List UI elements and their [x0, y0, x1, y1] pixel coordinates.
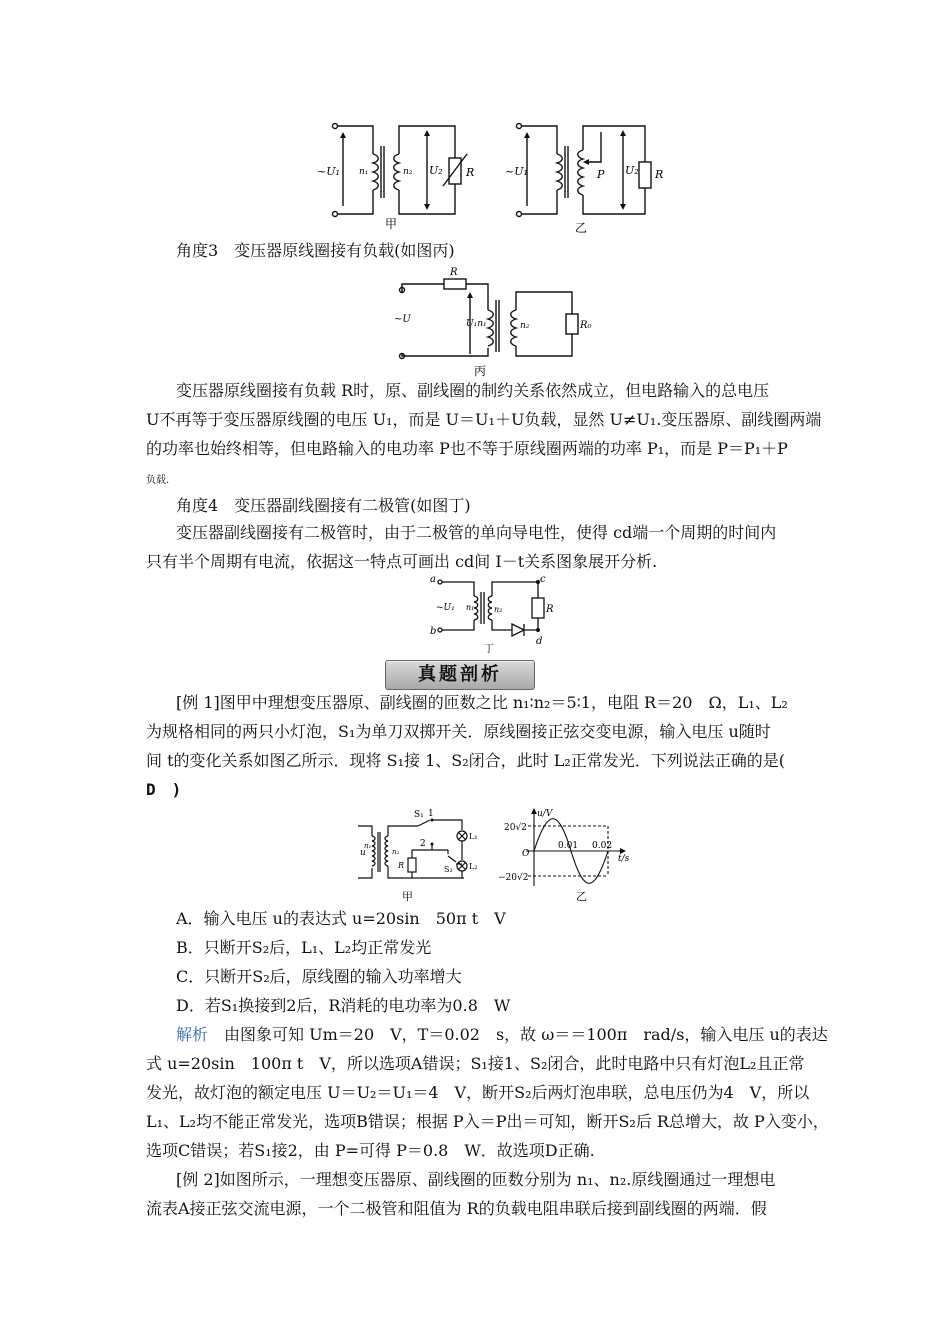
fig-jia-r: R [466, 166, 475, 179]
fig-jia-n1: n₁ [359, 167, 369, 177]
ex1-line2: 为规格相同的两只小灯泡，S₁为单刀双掷开关．原线圈接正弦交变电源，输入电压 u随时 [146, 722, 771, 741]
option-d: D．若S₁换接到2后，R消耗的电功率为0.8 W [176, 996, 511, 1015]
fig-ex1-caption-left: 甲 [402, 890, 413, 903]
ex1-line1: [例 1]图甲中理想变压器原、副线圈的匝数之比 n₁∶n₂＝5∶1，电阻 R＝20 Ω，L₁、L₂ [176, 693, 788, 712]
fig-ding-c: c [540, 574, 546, 585]
solution-line2: 式 u=20sin 100π t V，所以选项A错误；S₁接1、S₂闭合，此时电路中只有灯泡L₂且正常 [146, 1054, 805, 1073]
fig-jia-u2: U₂ [429, 164, 443, 177]
para1-line1: 变压器原线圈接有负载 R时，原、副线圈的制约关系依然成立，但电路输入的总电压 [176, 381, 770, 400]
section-title-banner [385, 660, 535, 690]
fig-ding-u1: ~U₁ [436, 603, 455, 613]
fig-ex1-origin: O [522, 849, 530, 859]
fig-ex1-n1: n₁ [364, 842, 372, 850]
fig-ex1-l1: L₁ [469, 832, 478, 841]
para2-line1: 变压器副线圈接有二极管时，由于二极管的单向导电性，使得 cd端一个周期的时间内 [176, 523, 777, 542]
fig-yi-u2: U₂ [625, 164, 639, 177]
solution-line4: L₁、L₂均不能正常发光，选项B错误；根据 P入＝P出＝可知，断开S₂后 R总增大，故 P入变小， [146, 1112, 829, 1131]
fig-yi-p: P [597, 168, 605, 181]
fig-ex1-axis-t: t/s [618, 854, 630, 864]
fig-ding-n2: n₂ [494, 605, 503, 614]
solution-line1 [176, 1025, 852, 1045]
fig-ex1-r: R [398, 861, 405, 870]
solution-line3: 发光，故灯泡的额定电压 U＝U₂＝U₁＝4 V，断开S₂后两灯泡串联，总电压仍为4 V，所以 [146, 1083, 810, 1102]
fig-ex1-s2: S₂ [444, 865, 453, 874]
fig-ex1-s1: S₁ [414, 810, 424, 820]
fig-ding-r: R [546, 604, 554, 615]
fig-bing-u1n1: U₁n₁ [466, 319, 487, 329]
para1-line2: U不再等于变压器原线圈的电压 U₁，而是 U＝U₁＋U负载，显然 U≠U₁.变压器原、副线圈两端 [146, 410, 822, 429]
option-b: B．只断开S₂后，L₁、L₂均正常发光 [176, 938, 432, 957]
fig-ex1-l2: L₂ [469, 862, 478, 871]
option-c: C．只断开S₂后，原线圈的输入功率增大 [176, 967, 462, 986]
ex2-line1: [例 2]如图所示，一理想变压器原、副线圈的匝数分别为 n₁、n₂.原线圈通过一理想电 [176, 1170, 776, 1189]
fig-bing-u: ~U [394, 314, 411, 325]
fig-yi-caption: 乙 [575, 221, 588, 234]
para1-line3: 的功率也始终相等，但电路输入的电功率 P也不等于原线圈两端的功率 P₁，而是 P＝P₁＋P [146, 439, 788, 458]
section-title: 真题剖析 [418, 664, 502, 685]
fig-ex1-axis-u: u/V [537, 809, 553, 819]
fig-bing-n2: n₂ [520, 321, 530, 331]
fig-bing-caption: 丙 [474, 364, 487, 378]
fig-ex1-n2: n₂ [392, 848, 400, 856]
fig-ex1-caption-right: 乙 [576, 890, 587, 903]
para1-line4: 负载. [146, 475, 170, 486]
fig-jia-u1: ~U₁ [317, 165, 340, 178]
ex1-answer: D ) [146, 780, 182, 799]
fig-ding-n1: n₁ [466, 603, 475, 612]
fig-ding-caption: 丁 [484, 644, 494, 654]
fig-bing-r: R [450, 267, 458, 278]
fig-ex1-one: 1 [428, 809, 434, 819]
figure-yi [505, 118, 675, 234]
solution-line5: 选项C错误；若S₁接2，由 P=可得 P＝0.8 W．故选项D正确. [146, 1141, 595, 1160]
figure-ding [426, 574, 566, 654]
figure-jia [315, 118, 485, 230]
analysis-label: 解析 [176, 1025, 209, 1044]
fig-ex1-t1: 0.01 [558, 841, 579, 851]
fig-ding-b: b [430, 626, 437, 637]
fig-yi-u1: ~U₁ [505, 165, 528, 178]
option-a: A．输入电压 u的表达式 u=20sin 50π t V [176, 909, 506, 928]
fig-ding-a: a [430, 574, 436, 585]
fig-jia-caption: 甲 [385, 217, 398, 230]
ex1-line3: 间 t的变化关系如图乙所示．现将 S₁接 1、S₂闭合，此时 L₂正常发光．下列说法正确的是( [146, 751, 785, 770]
fig-ex1-pos: 20√2 [504, 823, 527, 833]
fig-ex1-two: 2 [420, 839, 426, 849]
solution-text1: 由图象可知 Um＝20 V，T＝0.02 s，故 ω＝＝100π rad/s，输入电压 u的表达 [208, 1025, 828, 1044]
para2-line2: 只有半个周期有电流，依据这一特点可画出 cd间 I－t关系图象展开分析. [146, 552, 658, 571]
figure-ex1 [352, 806, 642, 906]
fig-ex1-u: u [360, 848, 366, 858]
fig-bing-r0: R₀ [580, 320, 592, 331]
ex2-line2: 流表A接正弦交流电源，一个二极管和阻值为 R的负载电阻串联后接到副线圈的两端．假 [146, 1199, 767, 1218]
fig-yi-r: R [655, 168, 664, 181]
angle3-heading: 角度3 变压器原线圈接有负载(如图丙) [176, 241, 455, 260]
fig-ex1-neg: −20√2 [498, 873, 529, 883]
angle4-heading: 角度4 变压器副线圈接有二极管(如图丁) [176, 496, 471, 515]
fig-ex1-t2: 0.02 [592, 841, 613, 851]
figure-bing [392, 264, 602, 378]
fig-ding-d: d [536, 636, 543, 647]
fig-jia-n2: n₂ [403, 167, 413, 177]
